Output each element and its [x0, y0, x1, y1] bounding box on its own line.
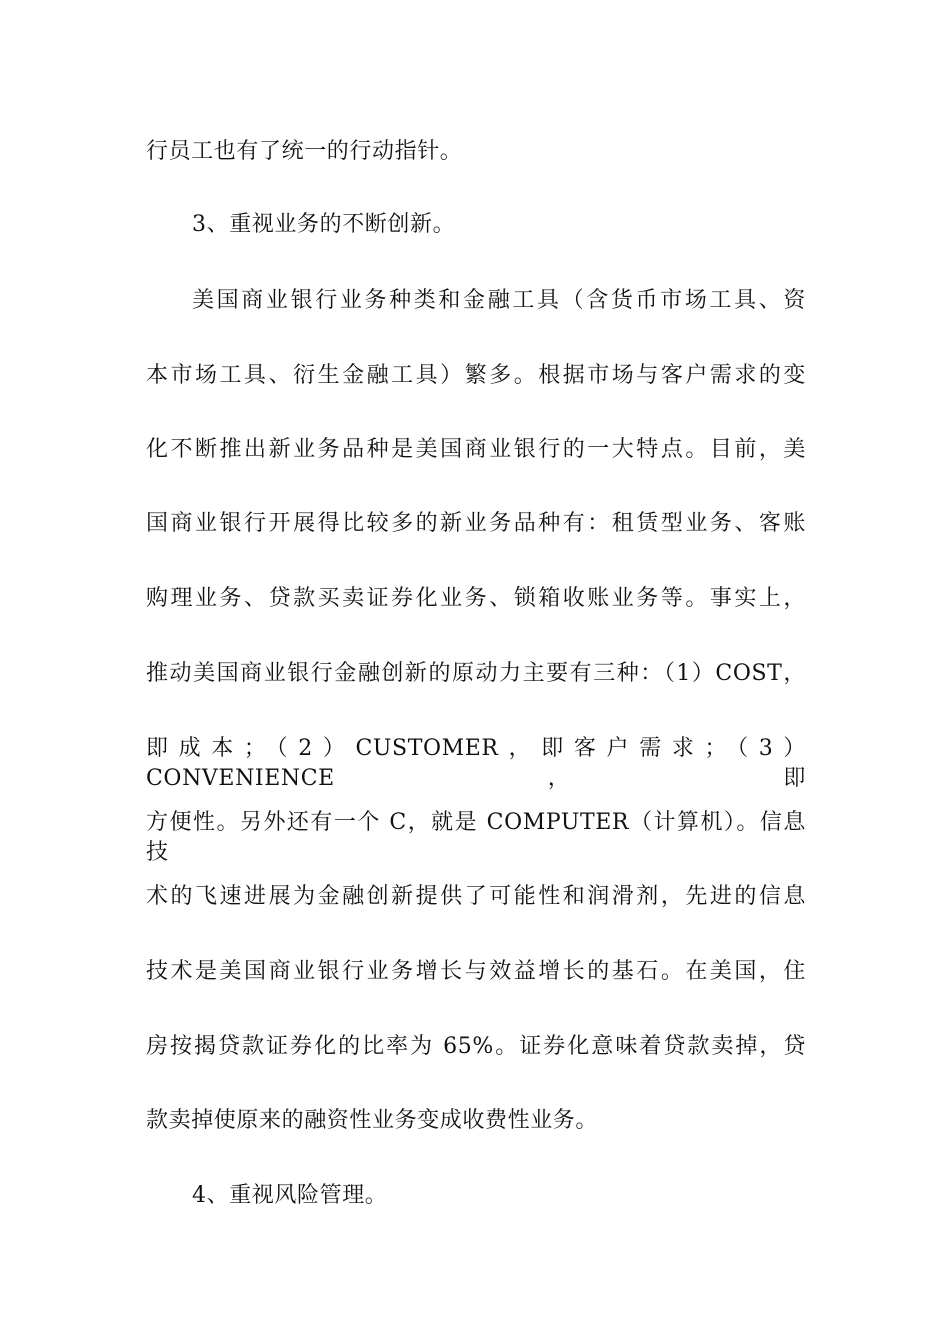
paragraph-line-9: 即成本；（2）CUSTOMER，即客户需求；（3）CONVENIENCE，即	[146, 736, 806, 791]
paragraph-line-13: 房按揭贷款证券化的比率为 65%。证券化意味着贷款卖掉，贷	[146, 1034, 806, 1059]
paragraph-line-4: 本市场工具、衍生金融工具）繁多。根据市场与客户需求的变	[146, 363, 806, 388]
paragraph-line-11: 术的飞速进展为金融创新提供了可能性和润滑剂，先进的信息	[146, 884, 806, 909]
section-heading-4: 4、重视风险管理。	[192, 1183, 388, 1208]
paragraph-line-3: 美国商业银行业务种类和金融工具（含货币市场工具、资	[192, 288, 806, 313]
paragraph-line-5: 化不断推出新业务品种是美国商业银行的一大特点。目前，美	[146, 437, 806, 462]
paragraph-line-14: 款卖掉使原来的融资性业务变成收费性业务。	[146, 1108, 599, 1133]
paragraph-line-1: 行员工也有了统一的行动指针。	[146, 139, 463, 164]
paragraph-line-10: 方便性。另外还有一个 C，就是 COMPUTER（计算机）。信息技	[146, 810, 806, 865]
paragraph-line-12: 技术是美国商业银行业务增长与效益增长的基石。在美国，住	[146, 959, 806, 984]
section-heading-3: 3、重视业务的不断创新。	[192, 212, 456, 237]
paragraph-line-7: 购理业务、贷款买卖证券化业务、锁箱收账业务等。事实上，	[146, 586, 806, 611]
paragraph-line-6: 国商业银行开展得比较多的新业务品种有：租赁型业务、客账	[146, 511, 806, 536]
paragraph-line-8: 推动美国商业银行金融创新的原动力主要有三种：（1）COST，	[146, 661, 806, 686]
